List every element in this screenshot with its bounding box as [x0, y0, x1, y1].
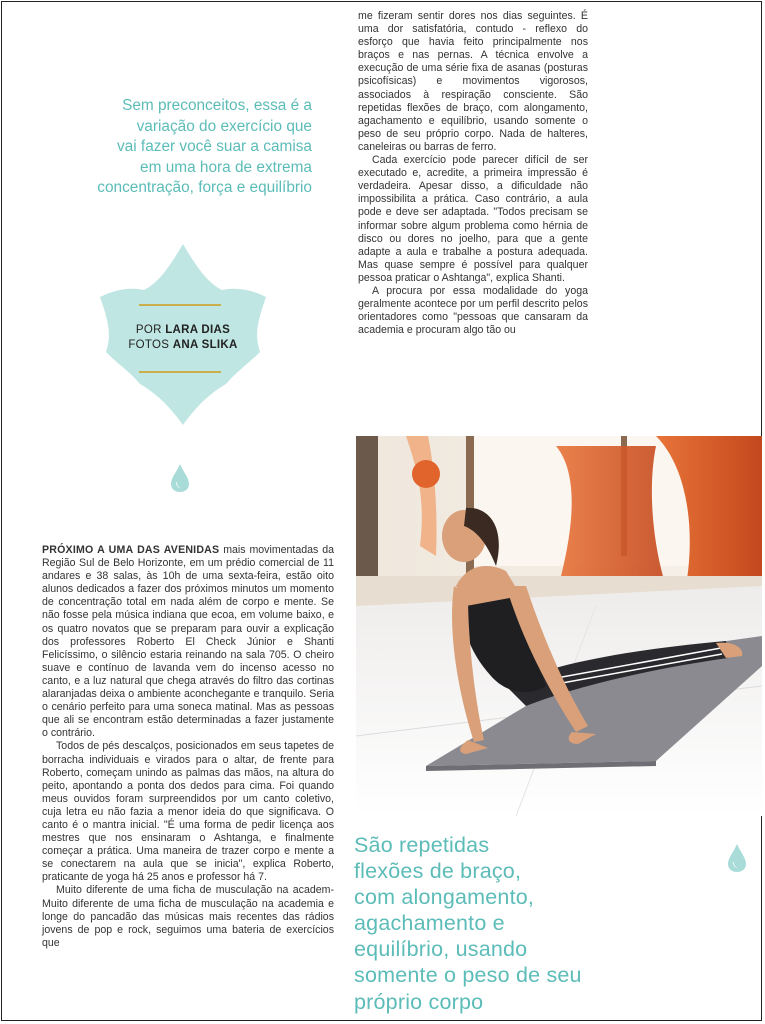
water-drop-icon [727, 843, 747, 873]
byline-por: POR [135, 324, 162, 336]
paragraph-text: mais movimentadas da Região Sul de Belo Horizonte, em um prédio comercial de 11 andares e 38 salas, às 10h de uma sexta-feira, estão oito alunos dedicados a fazer dos próximos minutos um momento de concentração total em nada além de corpo e mente. Se não fosse pela música indiana que ecoa, em volume baixo, e os quatro novatos que se preparam para ouvir a explicação dos professores Roberto El Check Júnior e Shanti Felicíssimo, o silêncio estaria reinando na sala 705. O cheiro suave e contínuo de lavanda vem do incenso acesso no canto, e a luz natural que chega através do filtro das cortinas alaranjadas deixa o ambiente aconchegante e tranquilo. Seria o cenário perfeito para uma soneca matinal. Mas as pessoas que ali se encontram estão determinadas a fazer justamente o contrário. [42, 544, 335, 740]
paragraph: Cada exercício pode parecer difícil de ser executado e, acredite, a primeira impressão é verdadeira. Apesar disso, a dificuldade não impossibilita a prática. Caso contrário, a aula pode e deve ser adaptada. "Todos precisam se informar sobre algum problema como hérnia de disco ou dores no joelho, para que a gente adapte a aula e trabalhe a postura adequada. Mas quase sempre é possível para qualquer pessoa praticar o Ashtanga", explica Shanti. [358, 154, 588, 284]
pull-quote-line: com alongamento, [354, 885, 535, 910]
paragraph: A procura por essa modalidade do yoga geralmente acontece por um perfil descrito pelos orientadores como "pessoas que cansaram da academia e procuram algo tão ou [358, 284, 588, 337]
byline [110, 323, 256, 353]
byline-photographer: ANA SLIKA [172, 339, 238, 351]
byline-fotos: FOTOS [128, 339, 170, 351]
intro-line: em uma hora de extrema [140, 158, 312, 176]
pull-quote-line: próprio corpo [354, 989, 484, 1014]
lead-in: PRÓXIMO A UMA DAS AVENIDAS [42, 544, 220, 556]
yoga-photo-illustration [356, 436, 762, 816]
byline-rule-top [139, 304, 221, 306]
pull-quote-line: agachamento e [354, 911, 505, 936]
article-column-right-top [358, 10, 588, 337]
pull-quote-line: São repetidas [354, 833, 490, 857]
pull-quote-line: equilíbrio, usando [354, 937, 528, 962]
paragraph: me fizeram sentir dores nos dias seguintes. É uma dor satisfatória, contudo - reflexo do esforço que havia feito principalmente nos braços e nas pernas. A técnica envolve a execução de uma série fixa de asanas (posturas psicofísicas) e movimentos vigorosos, associados à respiração consciente. São repetidas flexões de braço, com alongamento, agachamento e equilíbrio, usando somente o peso de seu próprio corpo. Nada de halteres, caneleiras ou barras de ferro. [358, 10, 588, 153]
byline-author: LARA DIAS [165, 324, 231, 336]
byline-rule-bottom [139, 371, 221, 373]
pull-quote [354, 832, 744, 1015]
intro-line: concentração, força e equilíbrio [97, 179, 312, 196]
paragraph: Muito diferente de uma ficha de musculação na academ- Muito diferente de uma ficha de musculação na academia e longe do pancadão das músicas mais recentes das rádios jovens de pop e rock, seguimos uma bateria de exercícios que [42, 884, 334, 949]
pull-quote-line: flexões de braço, [354, 859, 522, 884]
article-column-left [42, 544, 334, 950]
intro-line: vai fazer você suar a camisa [116, 138, 312, 155]
intro-line: Sem preconceitos, essa é a [122, 97, 312, 114]
water-drop-icon [170, 463, 190, 493]
intro-deck [40, 96, 312, 199]
paragraph: Todos de pés descalços, posicionados em seus tapetes de borracha individuais e virados para o altar, de frente para Roberto, começam unindo as palmas das mãos, na altura do peito, apontando a ponta dos dedos para cima. Foi quando meus ouvidos foram surpreendidos por um canto coletivo, cuja letra eu não fazia a menor ideia do que significava. O canto é o mantra inicial. "É uma forma de pedir licença aos mestres que nos ensinaram o Ashtanga, e finalmente começar a prática. Uma maneira de trazer corpo e mente a se conectarem na aula que se inicia", explica Roberto, praticante de yoga há 25 anos e professor há 7. [42, 740, 334, 884]
pull-quote-line: somente o peso de seu [354, 963, 582, 988]
yoga-photo [356, 436, 762, 816]
intro-line: variação do exercício que [136, 117, 312, 135]
